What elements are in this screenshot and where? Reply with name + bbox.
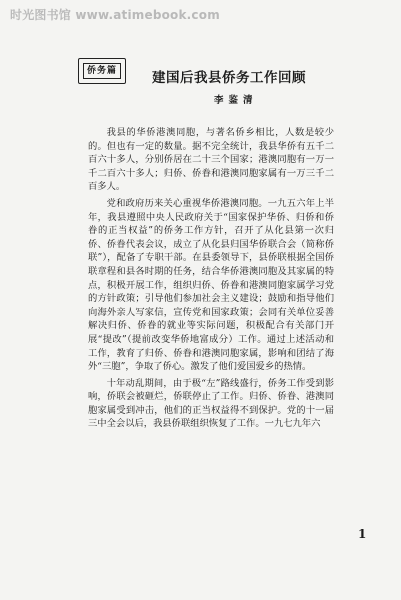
section-badge: [78, 58, 126, 84]
paragraph: 十年动乱期间，由于极“左”路线盛行，侨务工作受到影响，侨联会被砸烂，侨联停止了工作。归侨、侨眷、港澳同胞家属受到冲击，他们的正当权益得不到保护。党的十一届三中全会以后，我县侨联组织恢复了工作。一九七九年六: [88, 377, 334, 430]
article-title: 建国后我县侨务工作回顾: [152, 70, 306, 86]
paragraph: 我县的华侨港澳同胞，与著名侨乡相比，人数是较少的。但也有一定的数量。据不完全统计，我县华侨有五千二百六十多人，分别侨居在二十三个国家；港澳同胞有一万一千二百六十多人；归侨、侨眷和港澳同胞家属有一万三千二百多人。: [88, 127, 334, 193]
paragraph: 党和政府历来关心重视华侨港澳同胞。一九五六年上半年，我县遵照中央人民政府关于“国家保护华侨、归侨和侨眷的正当权益”的侨务工作方针，召开了从化县第一次归侨、侨眷代表会议，成立了从化县归国华侨联合会（简称侨联”），配备了专职干部。在县委领导下，县侨联根据全国侨联章程和县各时期的任务，结合华侨港澳同胞及其家属的特点，积极开展工作，组织归侨、侨眷和港澳同胞家属学习党的方针政策；引导他们参加社会主义建设；鼓励和指导他们向海外亲人写家信，宣传党和国家政策；会同有关单位妥善解决归侨、侨眷的就业等实际问题，积极配合有关部门开展“提改”（提前改变华侨地富成分）工作。通过上述活动和工作，教育了归侨、侨眷和港澳同胞家属，影响和团结了海外“三胞”，争取了侨心。激发了他们爱国爱乡的热情。: [88, 197, 334, 373]
section-label: 侨务篇: [83, 63, 121, 79]
page-number: 1: [358, 527, 367, 541]
author-name: 李鉴清: [214, 95, 258, 106]
article-body: [88, 126, 334, 434]
watermark: 时光图书馆 www.atimebook.com: [10, 8, 220, 22]
